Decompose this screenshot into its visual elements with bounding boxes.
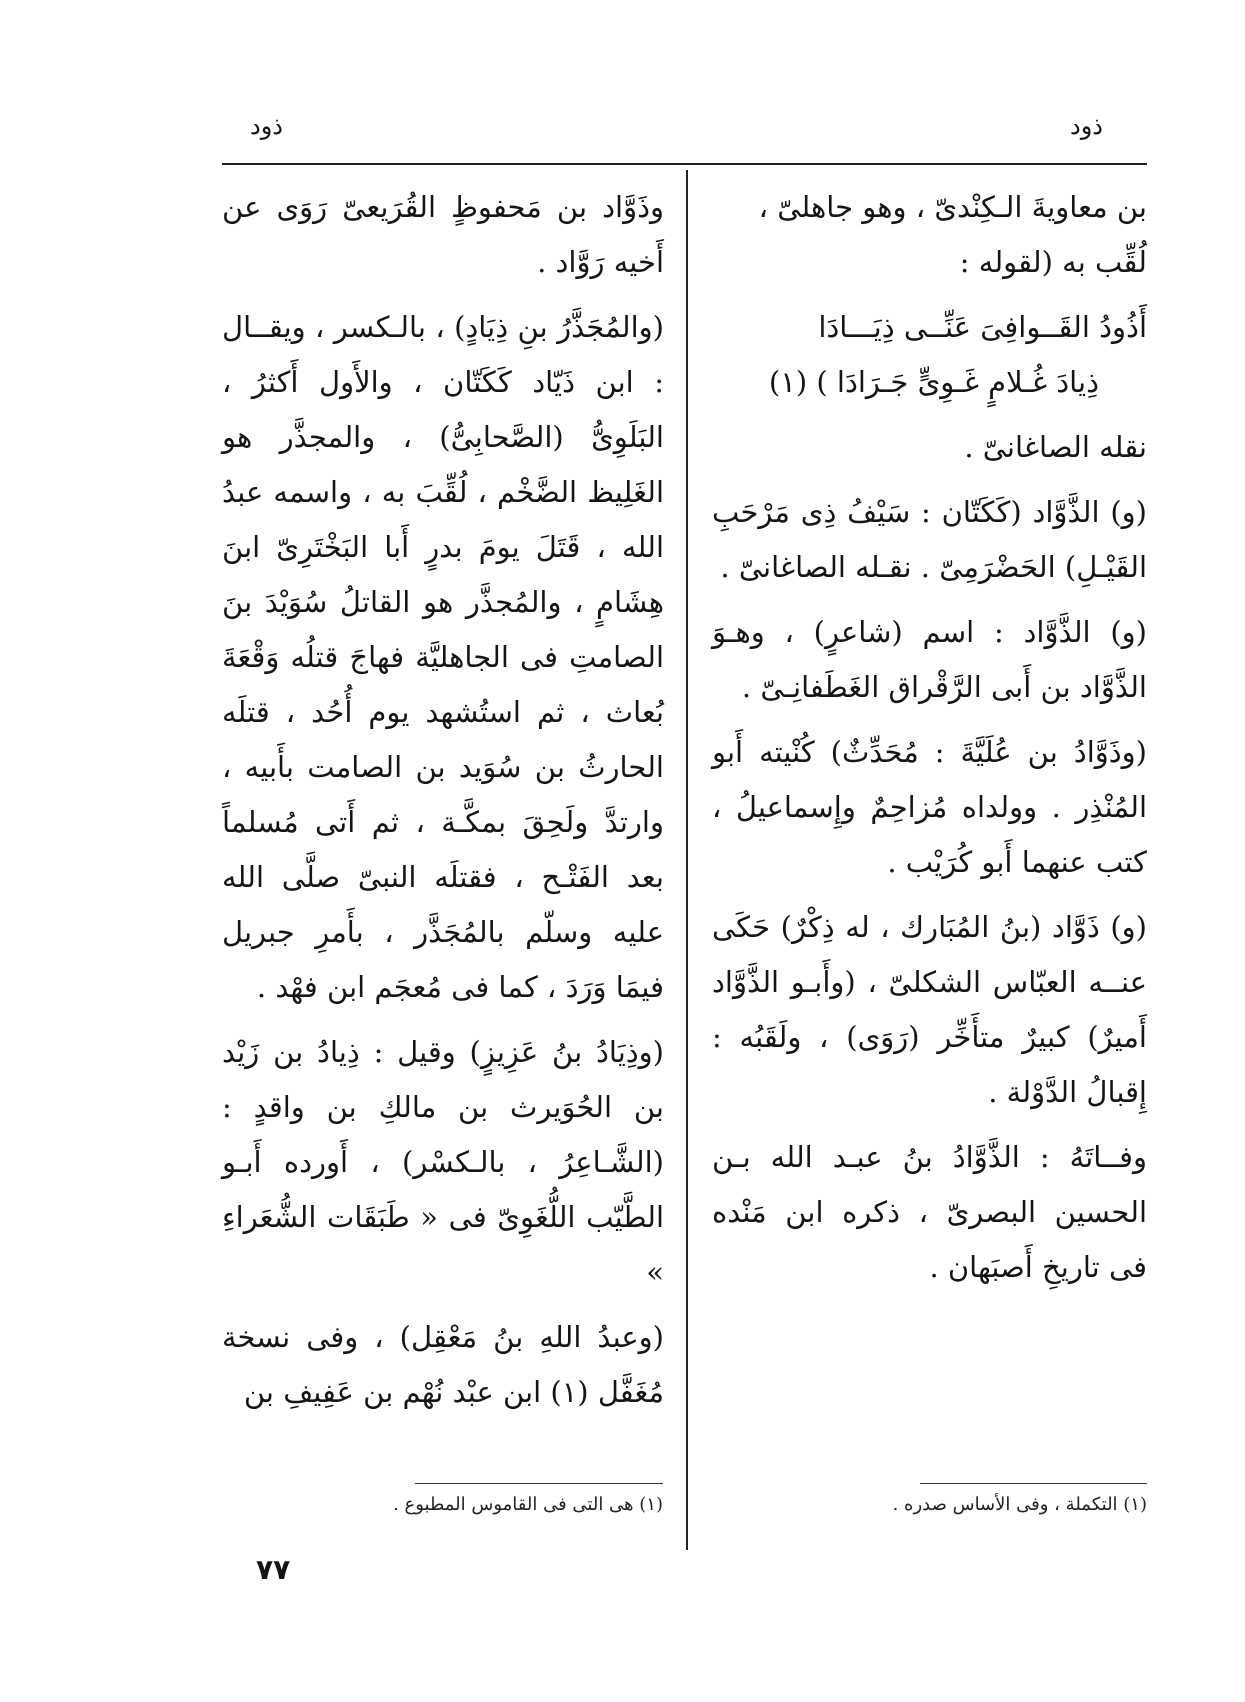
entry-paragraph: (و) الذَّوَّاد (كَكَتّان : سَيْفُ ذِى مَرْحَبِ القَيْـلِ) الحَضْرَمِىّ . نقـله الصاغانىّ . <box>712 495 1147 584</box>
footnote-rule-left <box>415 1483 663 1484</box>
header-rule <box>222 163 1147 165</box>
entry-paragraph: نقله الصاغانىّ . <box>964 430 1147 464</box>
left-column <box>222 180 664 1430</box>
page-number: ٧٧ <box>256 1553 291 1586</box>
footnote-right: (١) التكملة ، وفى الأساس صدره . <box>892 1494 1147 1515</box>
entry-paragraph: (و) الذَّوَّاد : اسم (شاعرٍ) ، وهـوَ الذَّوَّاد بن أَبى الرَّقْراق الغَطَفانِـىّ . <box>712 615 1147 704</box>
right-column <box>712 180 1147 1305</box>
entry-paragraph: (و) ذَوَّاد (بنُ المُبَارك ، له ذِكْرٌ) حَكَى عنــه العبّاس الشكلىّ ، (وأَبـو الذَّوَّاد أَميرٌ) كبيرٌ متأَخِّر (رَوَى) ، ولَقَبُه : إِقبالُ الدَّوْلة . <box>712 910 1147 1109</box>
text-line: لُقِّب به (لقوله : <box>959 245 1147 279</box>
poetry-verse <box>712 300 1147 410</box>
column-divider <box>686 170 688 1550</box>
footnote-rule-right <box>920 1483 1147 1484</box>
footnote-left: (١) هى التى فى القاموس المطبوع . <box>393 1494 663 1515</box>
verse-line: ذِيادَ غُـلامٍ غَـوِىٍّ جَـرَادَا ) (١) <box>768 365 1099 399</box>
entry-paragraph: (والمُجَذَّرُ بنِ ذِيَادٍ) ، بالـكسر ، ويقــال : ابن ذَيّاد كَكَتّان ، والأَول أَكثرُ ، البَلَوِىُّ (الصَّحابِىُّ) ، والمجذَّر هو الغَلِيظ الضَّخْم ، لُقِّبَ به ، واسمه عبدُ الله ، قَتَلَ يومَ بدرٍ أَبا البَخْتَرِىّ ابنَ هِشَامٍ ، والمُجذَّر هو القاتلُ سُوَيْدَ بنَ الصامتِ فى الجاهليَّة فهاجَ قتلُه وَقْعَةَ بُعاث ، ثم استُشهد يوم أُحُد ، قتلَه الحارثُ بن سُوَيد بن الصامت بأَبيه ، وارتدَّ ولَحِقَ بمكَّـة ، ثم أَتى مُسلماً بعد الفَتْـح ، فقتلَه النبىّ صلَّى الله عليه وسلّم بالمُجَذَّر ، بأَمرِ جبريل فيمَا وَرَدَ ، كما فى مُعجَم ابن فهْد . <box>222 310 665 1004</box>
entry-paragraph: وفــاتَهُ : الذَّوَّادُ بنُ عبـد الله بـن الحسين البصرىّ ، ذكره ابن مَنْده فى تاريخِ أَصبَهان . <box>712 1140 1147 1284</box>
running-header-left: ذود <box>250 112 283 140</box>
entry-paragraph <box>712 180 1147 290</box>
entry-paragraph: (وعبدُ اللهِ بنُ مَعْقِل) ، وفى نسخة مُغَفَّل (١) ابن عبْد نُهْم بن عَفِيفِ بن <box>222 1320 664 1409</box>
entry-paragraph: (وذِيَادُ بنُ عَزِيزٍ) وقيل : ذِيادُ بن زَيْد بن الحُوَيرث بن مالكِ بن واقدٍ : (الشَّـاعِرُ ، بالـكسْر) ، أَورده أَبـو الطَّيّب اللُّغَوِىّ فى « طَبَقَات الشُّعَراءِ » <box>222 1035 664 1289</box>
text-line: بن معاويةَ الـكِنْدىّ ، وهو جاهلىّ ، <box>758 190 1147 224</box>
verse-line: أَذُودُ القَــوافِىَ عَنِّــى ذِيَـــادَا <box>818 310 1147 344</box>
entry-paragraph: (وذَوَّادُ بن عُلَيَّةَ : مُحَدِّثٌ) كُنْيته أَبو المُنْذِر . وولداه مُزاحِمٌ وإِسماعيلُ ، كتب عنهما أَبو كُرَيْب . <box>712 735 1147 879</box>
entry-paragraph: وذَوَّاد بن مَحفوظٍ القُرَيعىّ رَوَى عن أَخيه رَوَّاد . <box>222 190 664 279</box>
running-header-right: ذود <box>1070 112 1103 140</box>
